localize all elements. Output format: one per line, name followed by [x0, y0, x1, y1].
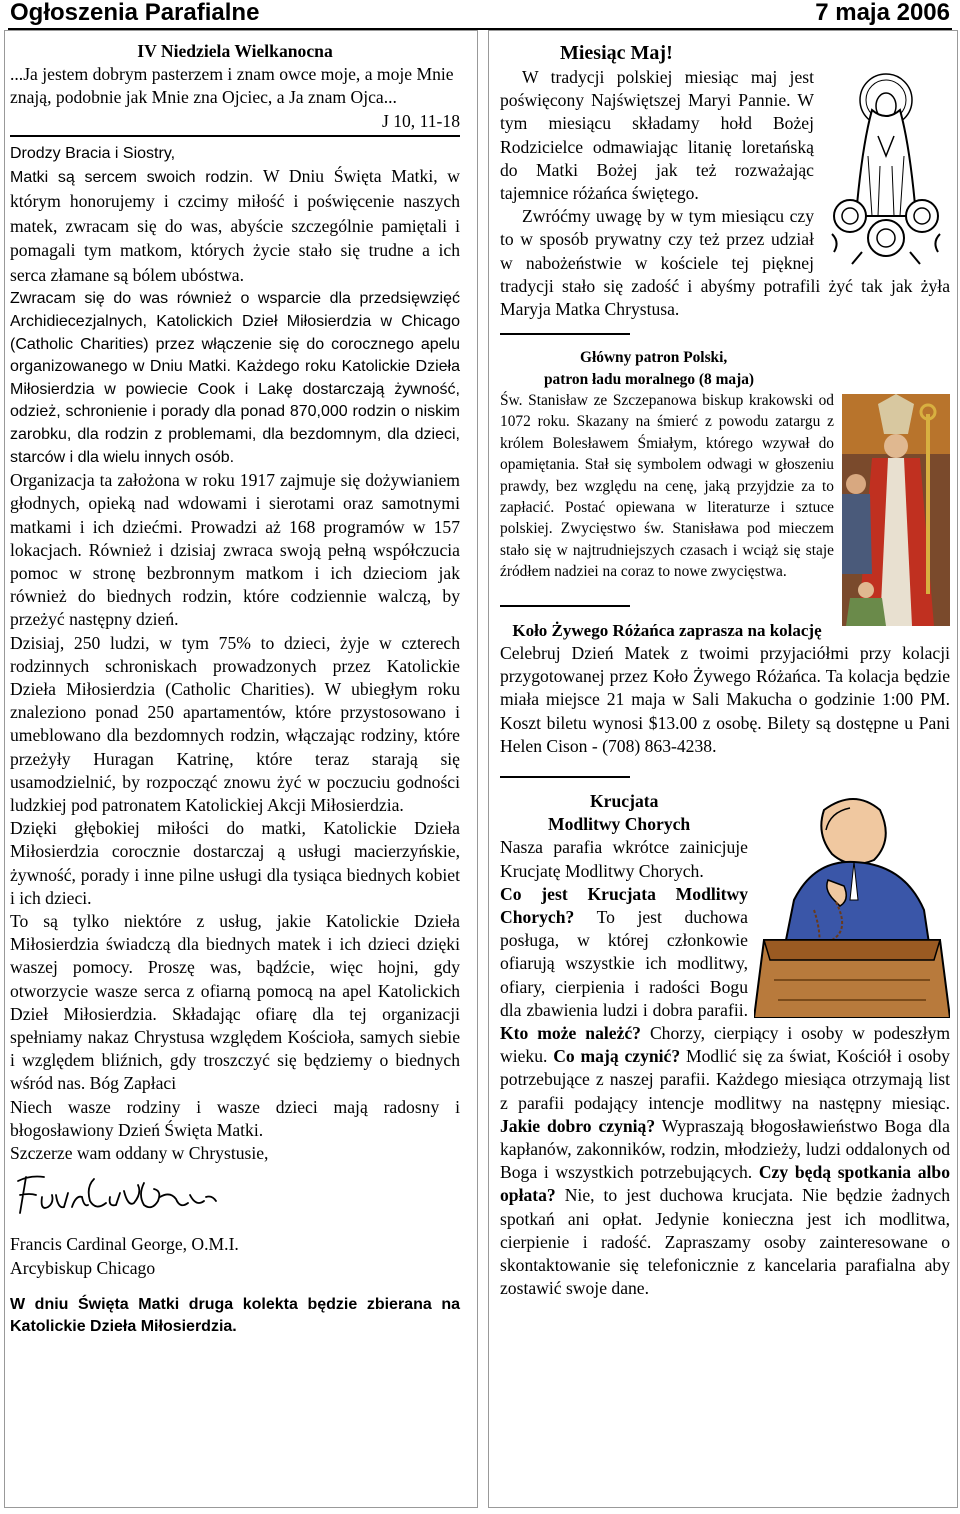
faq-question-5: Czy będą spotkania albo opłata? [500, 1162, 951, 1206]
section-separator-3 [500, 776, 630, 778]
bulletin-date: 7 maja 2006 [815, 0, 950, 26]
right-column [500, 40, 950, 1502]
may-paragraph-1: W tradycji polskiej miesiąc maj jest poświęcony Najświętszej Maryi Pannie. W tym miesiącu składamy hołd Bożej Rodzicielce odmawiając litanię loretańską do Matki Bożej jak też rozważając tajemnice różańca świętego. [500, 67, 814, 204]
faq-question-3: Co mają czynić? [553, 1046, 681, 1067]
crusade-title-1: Krucjata [590, 790, 659, 811]
greeting: Drodzy Bracia i Siostry, [10, 144, 176, 162]
rosary-dinner-text: Celebruj Dzień Matek z twoimi przyjaciółmi przy kolacji przygotowanej przez Koło Żywego Różańca. Ta kolacja będzie miała miejsce 21 maja w Sali Makucha o godzinie 1:00 PM. Koszt biletu wynosi $13.00 z osobę. Bilety są dostępne u Pani Helen Cison - (708) 863-4238. [500, 642, 950, 756]
crusade-title-2: Modlitwy Chorych [548, 814, 691, 835]
patron-title-2: patron ładu moralnego (8 maja) [544, 370, 755, 388]
bulletin-title: Ogłoszenia Parafialne [10, 0, 260, 26]
signer-name: Francis Cardinal George, O.M.I. [10, 1234, 239, 1255]
page-header [8, 0, 952, 30]
virgin-mary-illustration [822, 66, 950, 266]
patron-text: Św. Stanisław ze Szczepanowa biskup krakowski od 1072 roku. Skazany na śmierć z powodu zatargu z królem Bolesławem Śmiałym, którego wzywał do opamiętania. Stał się symbolem odwagi w głoszeniu prawdy, bez względu na cenę, jaką przyjdzie za to zapłacić. Postać opiewana w literaturze i sztuce polskiej. Zwycięstwo św. Stanisława pod mieczem stało się w najtrudniejszych czasach i wciąż się staje źródłem nadziei na coraz to nowe zwycięstwa. [500, 392, 834, 581]
letter-opening-line: Matki są sercem swoich rodzin. [10, 169, 254, 187]
section-separator-2 [500, 605, 630, 607]
letter-paragraph-1 [10, 165, 460, 288]
letter-paragraph-1b: Zwracam się do was również o wsparcie dla przedsięwzięć Archidiecezjalnych, Katolickich Dzieł Miłosierdzia w Chicago (Catholic Charities) przez włączenie się do corocznego apelu organizowanego w Dniu Matki. Każdego roku Katolickie Dzieła Miłosierdzia w powiecie Cook i Lakę dostarczają żywność, odzież, schronienie i porady dla ponad 870,000 rodzin o niskim zarobku, dla rodzin z problemami, dla bezdomnym, dla dzieci, starców i dla wielu innych osób. [10, 290, 460, 466]
faq-answer-1: To jest duchowa posługa, w której członkowie ofiarują wszystkie ich modlitwy, ofiary, cierpienia i radości Bogu dla zbawienia ludzi i dobra parafii. [500, 906, 748, 1020]
letter-paragraph-4: Dzięki głębokiej miłości do matki, Katolickie Dzieła Miłosierdzia corocznie dostarczaj ą usługi macierzyńskie, żywność, porady i inne pilne usługi dla tysiąca biednych kobiet i ich dzieci. [10, 818, 460, 908]
saint-stanislaus-painting [842, 394, 950, 626]
gospel-reference: J 10, 11-18 [381, 110, 460, 131]
faq-question-1: Co jest Krucjata Modlitwy Chorych? [500, 883, 748, 927]
second-collection-note: W dniu Święta Matki druga kolekta będzie zbierana na Katolickie Dzieła Miłosierdzia. [10, 1295, 460, 1336]
left-column [10, 40, 460, 1502]
faq-question-4: Jakie dobro czynią? [500, 1115, 656, 1136]
handwritten-signature [10, 1167, 230, 1223]
letter-paragraph-5: To są tylko niektóre z usług, jakie Katolickie Dzieła Miłosierdzia świadczą dla biednych matek i ich dzieci dzięki waszej pomocy. Proszę was, bądźcie, więc hojni, gdy otworzycie wasze serca z ofiarną pomocą na apel Katolickich Dzieł Miłosierdzia. Składając ofiarę dla tej organizacji spełniamy nakaz Chrystusa względem Kościoła, samych siebie i względem bliźnich, gdy troszczyć się będziemy o biednych wśród nas. Bóg Zapłaci [10, 910, 460, 1094]
praying-man-illustration [754, 790, 950, 1018]
letter-mothers-day-text: W Dniu Święta Matki, w którym honorujemy i czcimy miłość i poświęcenie naszych matek, zwracam się do was, abyście szczególnie pamiętali i pomagali tym matkom, których życie stało się trudne a ich serca złamane są bólem ubóstwa. [10, 166, 460, 285]
sunday-title: IV Niedziela Wielkanocna [137, 41, 333, 61]
divider [10, 135, 460, 137]
faq-answer-5: Nie, to jest duchowa krucjata. Nie będzie żadnych spotkań ani opłat. Jedynie konieczna jest ich modlitwa, cierpienie i radość. Zapraszamy osoby zainteresowane o skontaktowanie się telefonicznie z kancelaria parafialna aby zostawić swoje dane. [500, 1185, 950, 1299]
signer-title: Arcybiskup Chicago [10, 1257, 156, 1278]
may-title: Miesiąc Maj! [560, 42, 673, 64]
letter-paragraph-6: Niech wasze rodziny i wasze dzieci mają radosny i błogosławiony Dzień Święta Matki. [10, 1096, 460, 1140]
may-paragraph-2: Zwróćmy uwagę by w tym miesiącu czy to w sposób prywatny czy też przez udział w nabożeństwie w kościele tej pięknej tradycji stało się zadość i abyśmy potrafili żyć tak jak żyła Maryja Matka Chrystusa. [500, 206, 950, 320]
faq-answer-4: Wypraszają błogosławieństwo Boga dla kapłanów, zakonników, rodzin, młodzieży, ludzi oddalonych od Boga i wszystkich potrzebujących. [500, 1115, 950, 1183]
letter-closing: Szczerze wam oddany w Chrystusie, [10, 1143, 269, 1164]
patron-title-1: Główny patron Polski, [580, 349, 728, 367]
faq-question-2: Kto może należć? [500, 1022, 641, 1043]
faq-answer-3: Modlić się za świat, Kościół i osoby potrzebujące z naszej parafii. Każdego miesiąca otrzymają list z parafii podający intencje modlitwy na następny miesiąc. [500, 1046, 950, 1113]
faq-answer-2: Chorzy, cierpiący i osoby w podeszłym wieku. [500, 1022, 951, 1067]
letter-paragraph-2: Organizacja ta założona w roku 1917 zajmuje się dożywianiem głodnych, opieką nad wdowami i sierotami oraz samotnymi matkami i ich dziećmi. Prowadzi aż 168 programów w 157 lokacjach. Również i dzisiaj zwraca swoją pełną współczucia pomoc w stronę bezbronnym matkom i ich dzieciom jak również do biednych rodzin, które codziennie walczą, by przeżyć następny dzień. [10, 470, 460, 630]
gospel-quote: ...Ja jestem dobrym pasterzem i znam owce moje, a moje Mnie znają, podobnie jak Mnie zna Ojciec, a Ja znam Ojca... [10, 64, 454, 108]
crusade-intro: Nasza parafia wkrótce zainicjuje Krucjatę Modlitwy Chorych. [500, 837, 748, 881]
rosary-dinner-title: Koło Żywego Różańca zaprasza na kolację [512, 620, 822, 640]
letter-paragraph-3: Dzisiaj, 250 ludzi, w tym 75% to dzieci, żyje w czterech rodzinnych schroniskach prowadzonych przez Katolickie Dzieła Miłosierdzia (Catholic Charities). W ubiegłym roku znaleziono ponad 250 apartamentów, które przystosowano i umeblowano dla bezdomnych rodzin, włączając rodziny, które przeżyły Huragan Katrinę, które teraz starają się usamodzielnić, by rozpocząć znowu żyć w poczuciu godności ludzkiej pod patronatem Katolickiej Akcji Miłosierdzia. [10, 632, 460, 815]
section-separator [500, 333, 630, 335]
